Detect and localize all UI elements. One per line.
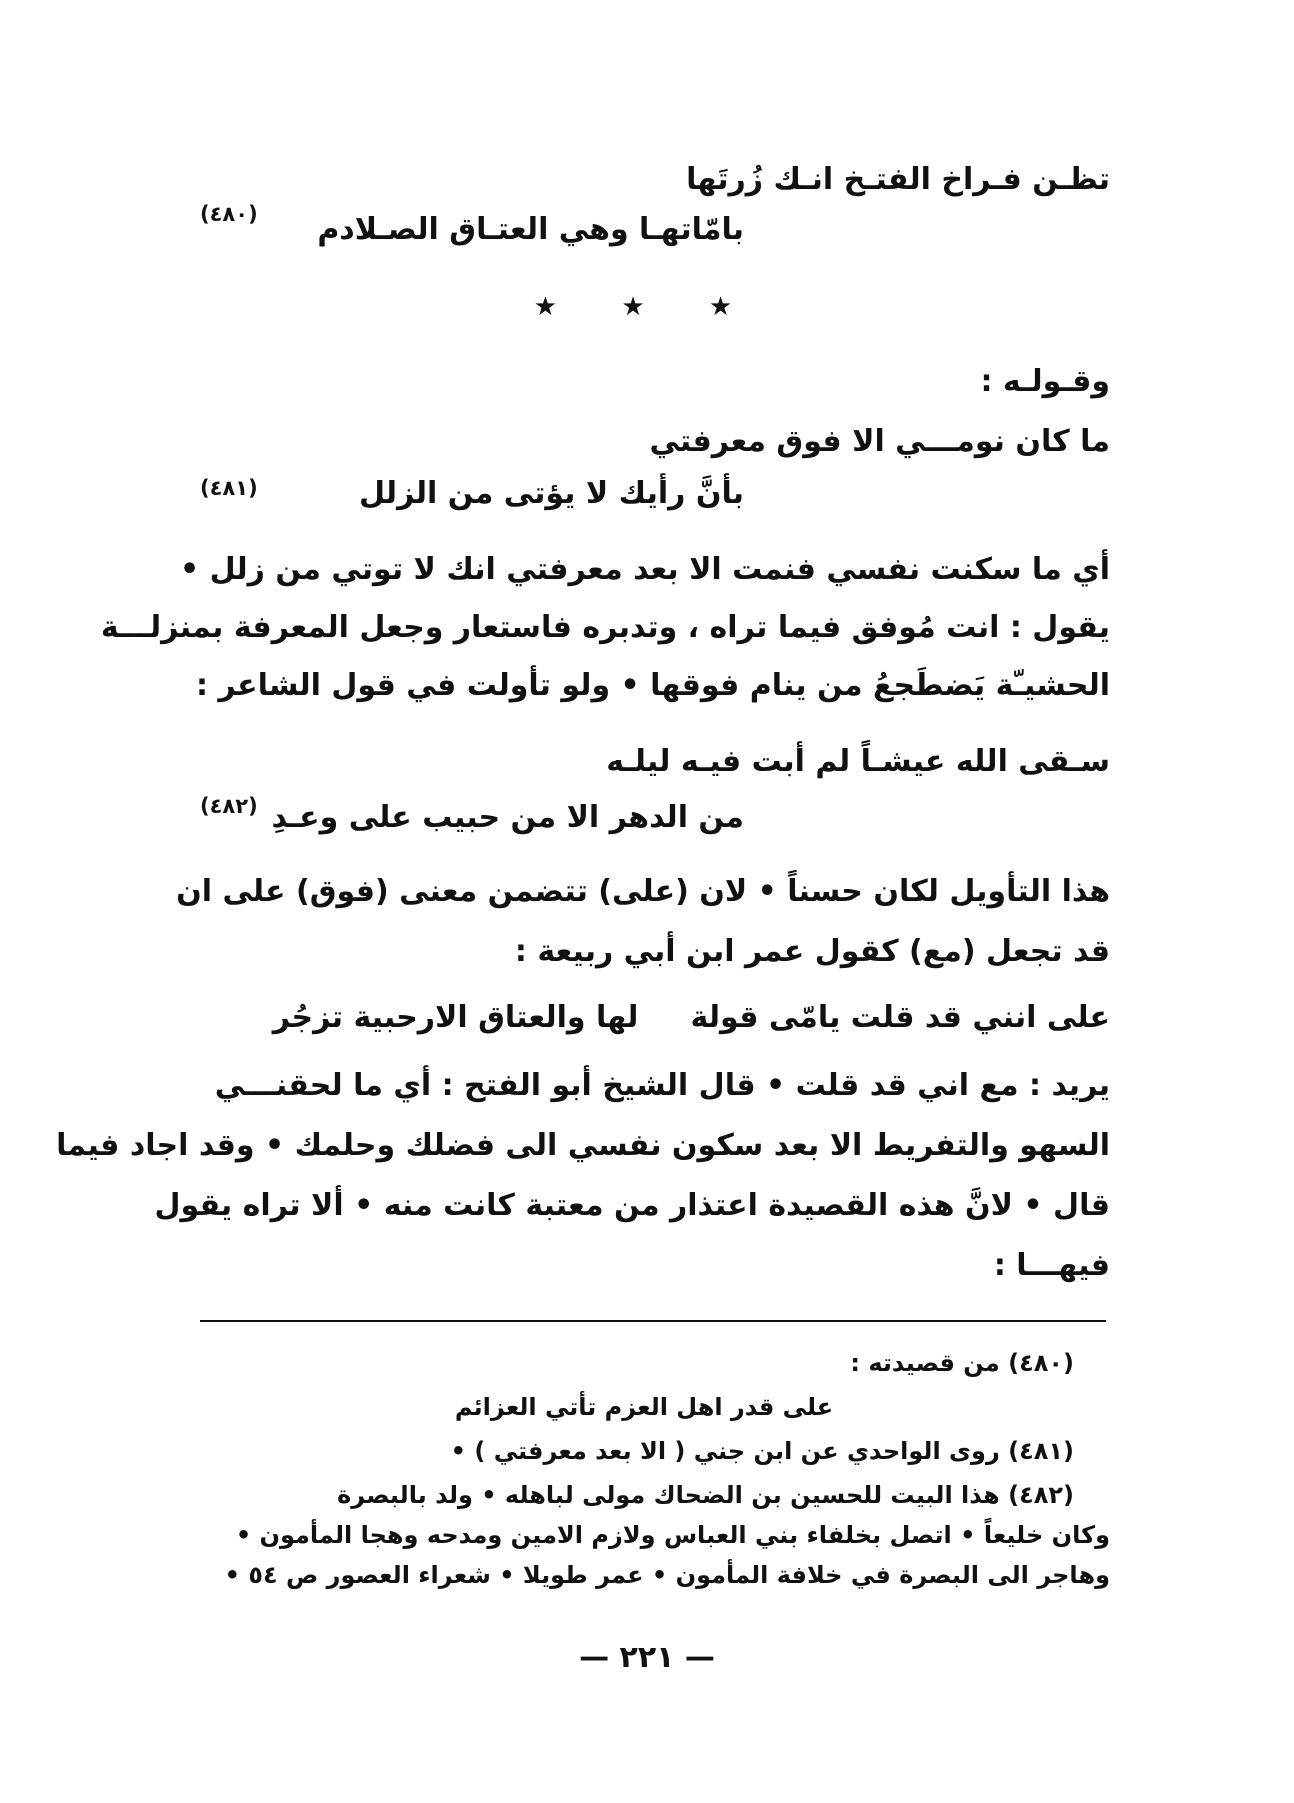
poem-481-line-2: بأنَّ رأيك لا يؤتى من الزلل [359,476,744,511]
footnote-482: (٤٨٢) هذا البيت للحسين بن الضحاك مولى لباهله • ولد بالبصرة [337,1481,1074,1509]
footnote-481: (٤٨١) روى الواحدي عن ابن جني ( الا بعد معرفتي ) • [450,1437,1074,1465]
footnote-ref-480: (٤٨٠) [200,202,258,226]
commentary-line: فيهـــا : [993,1248,1110,1283]
footnote-ref-481: (٤٨١) [200,476,258,500]
quoted-verse: على انني قد قلت يامّى قولة لها والعتاق الارحبية تزجُر [272,1000,1110,1035]
commentary-line: قد تجعل (مع) كقول عمر ابن أبي ربيعة : [514,934,1110,969]
footnote-482-cont: وكان خليعاً • اتصل بخلفاء بني العباس ولازم الامين ومدحه وهجا المأمون • [235,1521,1110,1549]
intro-text: وقـولـه : [980,364,1110,399]
poem-481-line-1: ما كان نومـــي الا فوق معرفتي [649,424,1110,459]
footnote-482-cont: وهاجر الى البصرة في خلافة المأمون • عمر طويلا • شعراء العصور ص ٥٤ • [224,1561,1110,1589]
page-number: — ٢٢١ — [579,1640,715,1675]
commentary-line: يريد : مع اني قد قلت • قال الشيخ أبو الفتح : أي ما لحقنـــي [214,1068,1110,1103]
footnote-480: (٤٨٠) من قصيدته : [850,1349,1074,1377]
commentary-line: قال • لانَّ هذه القصيدة اعتذار من معتبة كانت منه • ألا تراه يقول [154,1188,1110,1223]
footnote-480-verse: على قدر اهل العزم تأتي العزائم [454,1393,834,1421]
commentary-line: الحشيـّة يَضطَجعُ من ينام فوقها • ولو تأولت في قول الشاعر : [195,668,1110,703]
poem-482-line-1: سـقى الله عيشـاً لم أبت فيـه ليلـه [606,744,1110,779]
poem-480-line-2: بامّاتهـا وهي العتـاق الصـلادم [317,212,744,247]
commentary-line: يقول : انت مُوفق فيما تراه ، وتدبره فاستعار وجعل المعرفة بمنزلـــة [100,610,1110,645]
commentary-line: هذا التأويل لكان حسناً • لان (على) تتضمن معنى (فوق) على ان [176,874,1110,909]
commentary-line: أي ما سكنت نفسي فنمت الا بعد معرفتي انك لا توتي من زلل • [180,552,1110,587]
poem-480-line-1: تظـن فـراخ الفتـخ انـك زُرتَها [686,162,1110,197]
section-separator: ★ ★ ★ [533,292,761,322]
commentary-line: السهو والتفريط الا بعد سكون نفسي الى فضلك وحلمك • وقد اجاد فيما [56,1128,1110,1163]
poem-482-line-2: من الدهر الا من حبيب على وعـدِ [271,800,744,835]
footnote-ref-482: (٤٨٢) [200,794,258,818]
footnote-divider [200,1320,1106,1322]
